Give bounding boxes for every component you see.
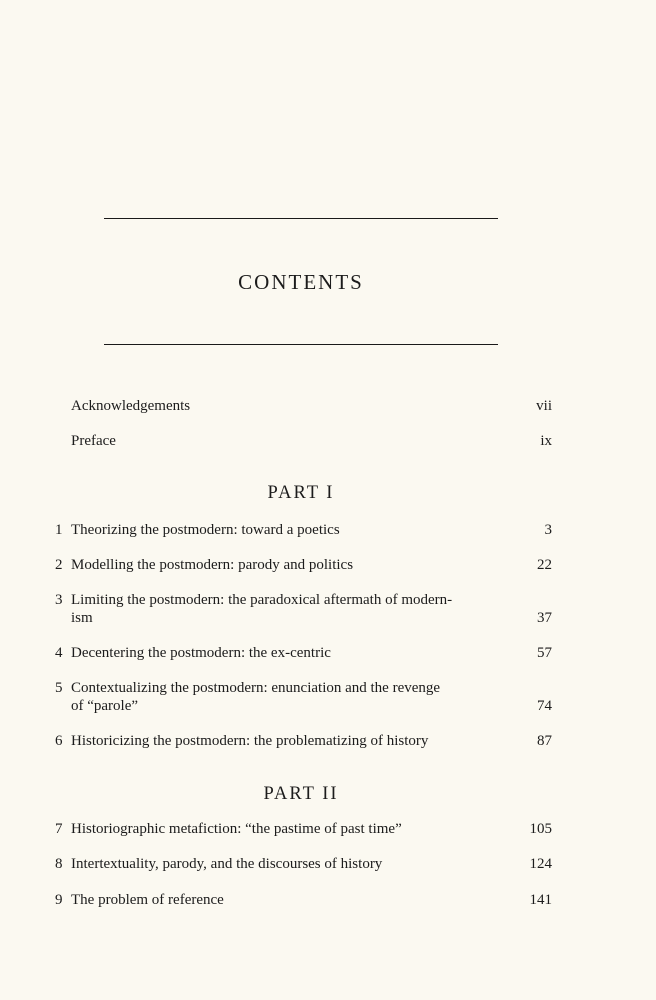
- chapter-page: 3: [544, 522, 552, 538]
- chapter-page: 37: [537, 610, 552, 626]
- page-title: CONTENTS: [238, 270, 364, 294]
- toc-entry-title: Acknowledgements: [71, 398, 191, 414]
- toc-entry-title: Preface: [71, 433, 116, 449]
- top-rule: [104, 218, 498, 219]
- chapter-number: 2: [55, 557, 63, 573]
- chapter-title: Theorizing the postmodern: toward a poetics: [71, 522, 340, 538]
- chapter-number: 5: [55, 680, 63, 696]
- chapter-title: The problem of reference: [71, 892, 224, 908]
- chapter-title: Intertextuality, parody, and the discourses of history: [71, 856, 383, 872]
- chapter-page: 141: [529, 892, 552, 908]
- chapter-title: Historicizing the postmodern: the problematizing of history: [71, 733, 429, 749]
- chapter-page: 57: [537, 645, 552, 661]
- chapter-number: 9: [55, 892, 63, 908]
- chapter-title: Decentering the postmodern: the ex-centric: [71, 645, 331, 661]
- chapter-number: 6: [55, 733, 63, 749]
- chapter-page: 74: [537, 698, 552, 714]
- toc-entry-page: vii: [536, 398, 552, 414]
- part-heading: PART II: [263, 784, 339, 804]
- chapter-number: 1: [55, 522, 63, 538]
- chapter-title: Historiographic metafiction: “the pastime of past time”: [71, 821, 402, 837]
- chapter-page: 87: [537, 733, 552, 749]
- chapter-page: 105: [529, 821, 552, 837]
- chapter-number: 4: [55, 645, 63, 661]
- chapter-page: 22: [537, 557, 552, 573]
- toc-entry-page: ix: [540, 433, 552, 449]
- chapter-page: 124: [529, 856, 552, 872]
- chapter-number: 7: [55, 821, 63, 837]
- chapter-title: Modelling the postmodern: parody and politics: [71, 557, 354, 573]
- chapter-number: 8: [55, 856, 63, 872]
- bottom-rule: [104, 344, 498, 345]
- chapter-number: 3: [55, 592, 63, 608]
- chapter-title: Contextualizing the postmodern: enunciation and the revenge of “parole”: [71, 680, 441, 714]
- part-heading: PART I: [267, 483, 335, 503]
- chapter-title: Limiting the postmodern: the paradoxical aftermath of modern- ism: [71, 592, 453, 626]
